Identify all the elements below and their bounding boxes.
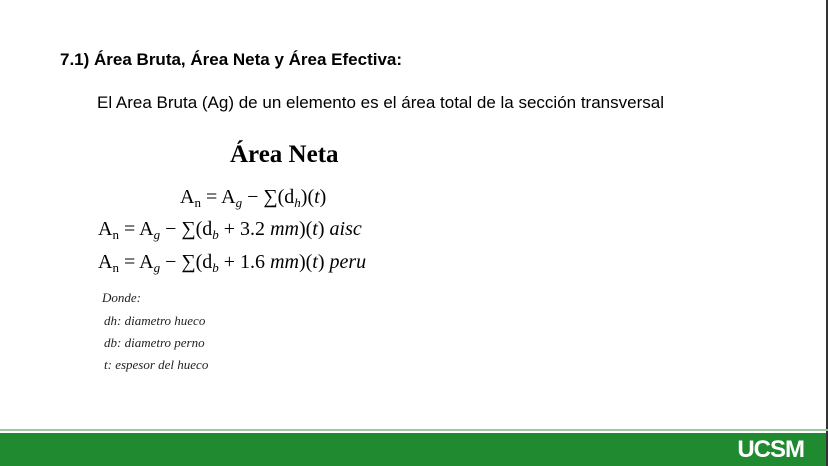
equation-peru: $A_n = A_g - \sum(d_b + 1.6$ mm)(t) peru	[98, 251, 367, 275]
equation-aisc: $A_n = A_g - \sum(d_b + 3.2$ mm)(t) aisc	[98, 218, 362, 242]
note-db: db: diametro perno	[104, 335, 205, 350]
footer-divider	[0, 429, 828, 431]
area-neta-heading: Área Neta	[230, 141, 339, 168]
note-t: t: espesor del hueco	[104, 357, 209, 372]
ucsm-logo: UCSM	[737, 436, 804, 463]
note-donde: Donde:	[102, 290, 141, 305]
equation-net-area: $A_n = A_g - \sum(d_h)(t)$	[180, 186, 327, 210]
slide-subtitle: El Area Bruta (Ag) de un elemento es el área total de la sección transversal	[97, 93, 664, 112]
footer-band	[0, 433, 826, 466]
slide-title: 7.1) Área Bruta, Área Neta y Área Efectiva:	[60, 50, 403, 69]
note-dh: dh: diametro hueco	[104, 313, 206, 328]
